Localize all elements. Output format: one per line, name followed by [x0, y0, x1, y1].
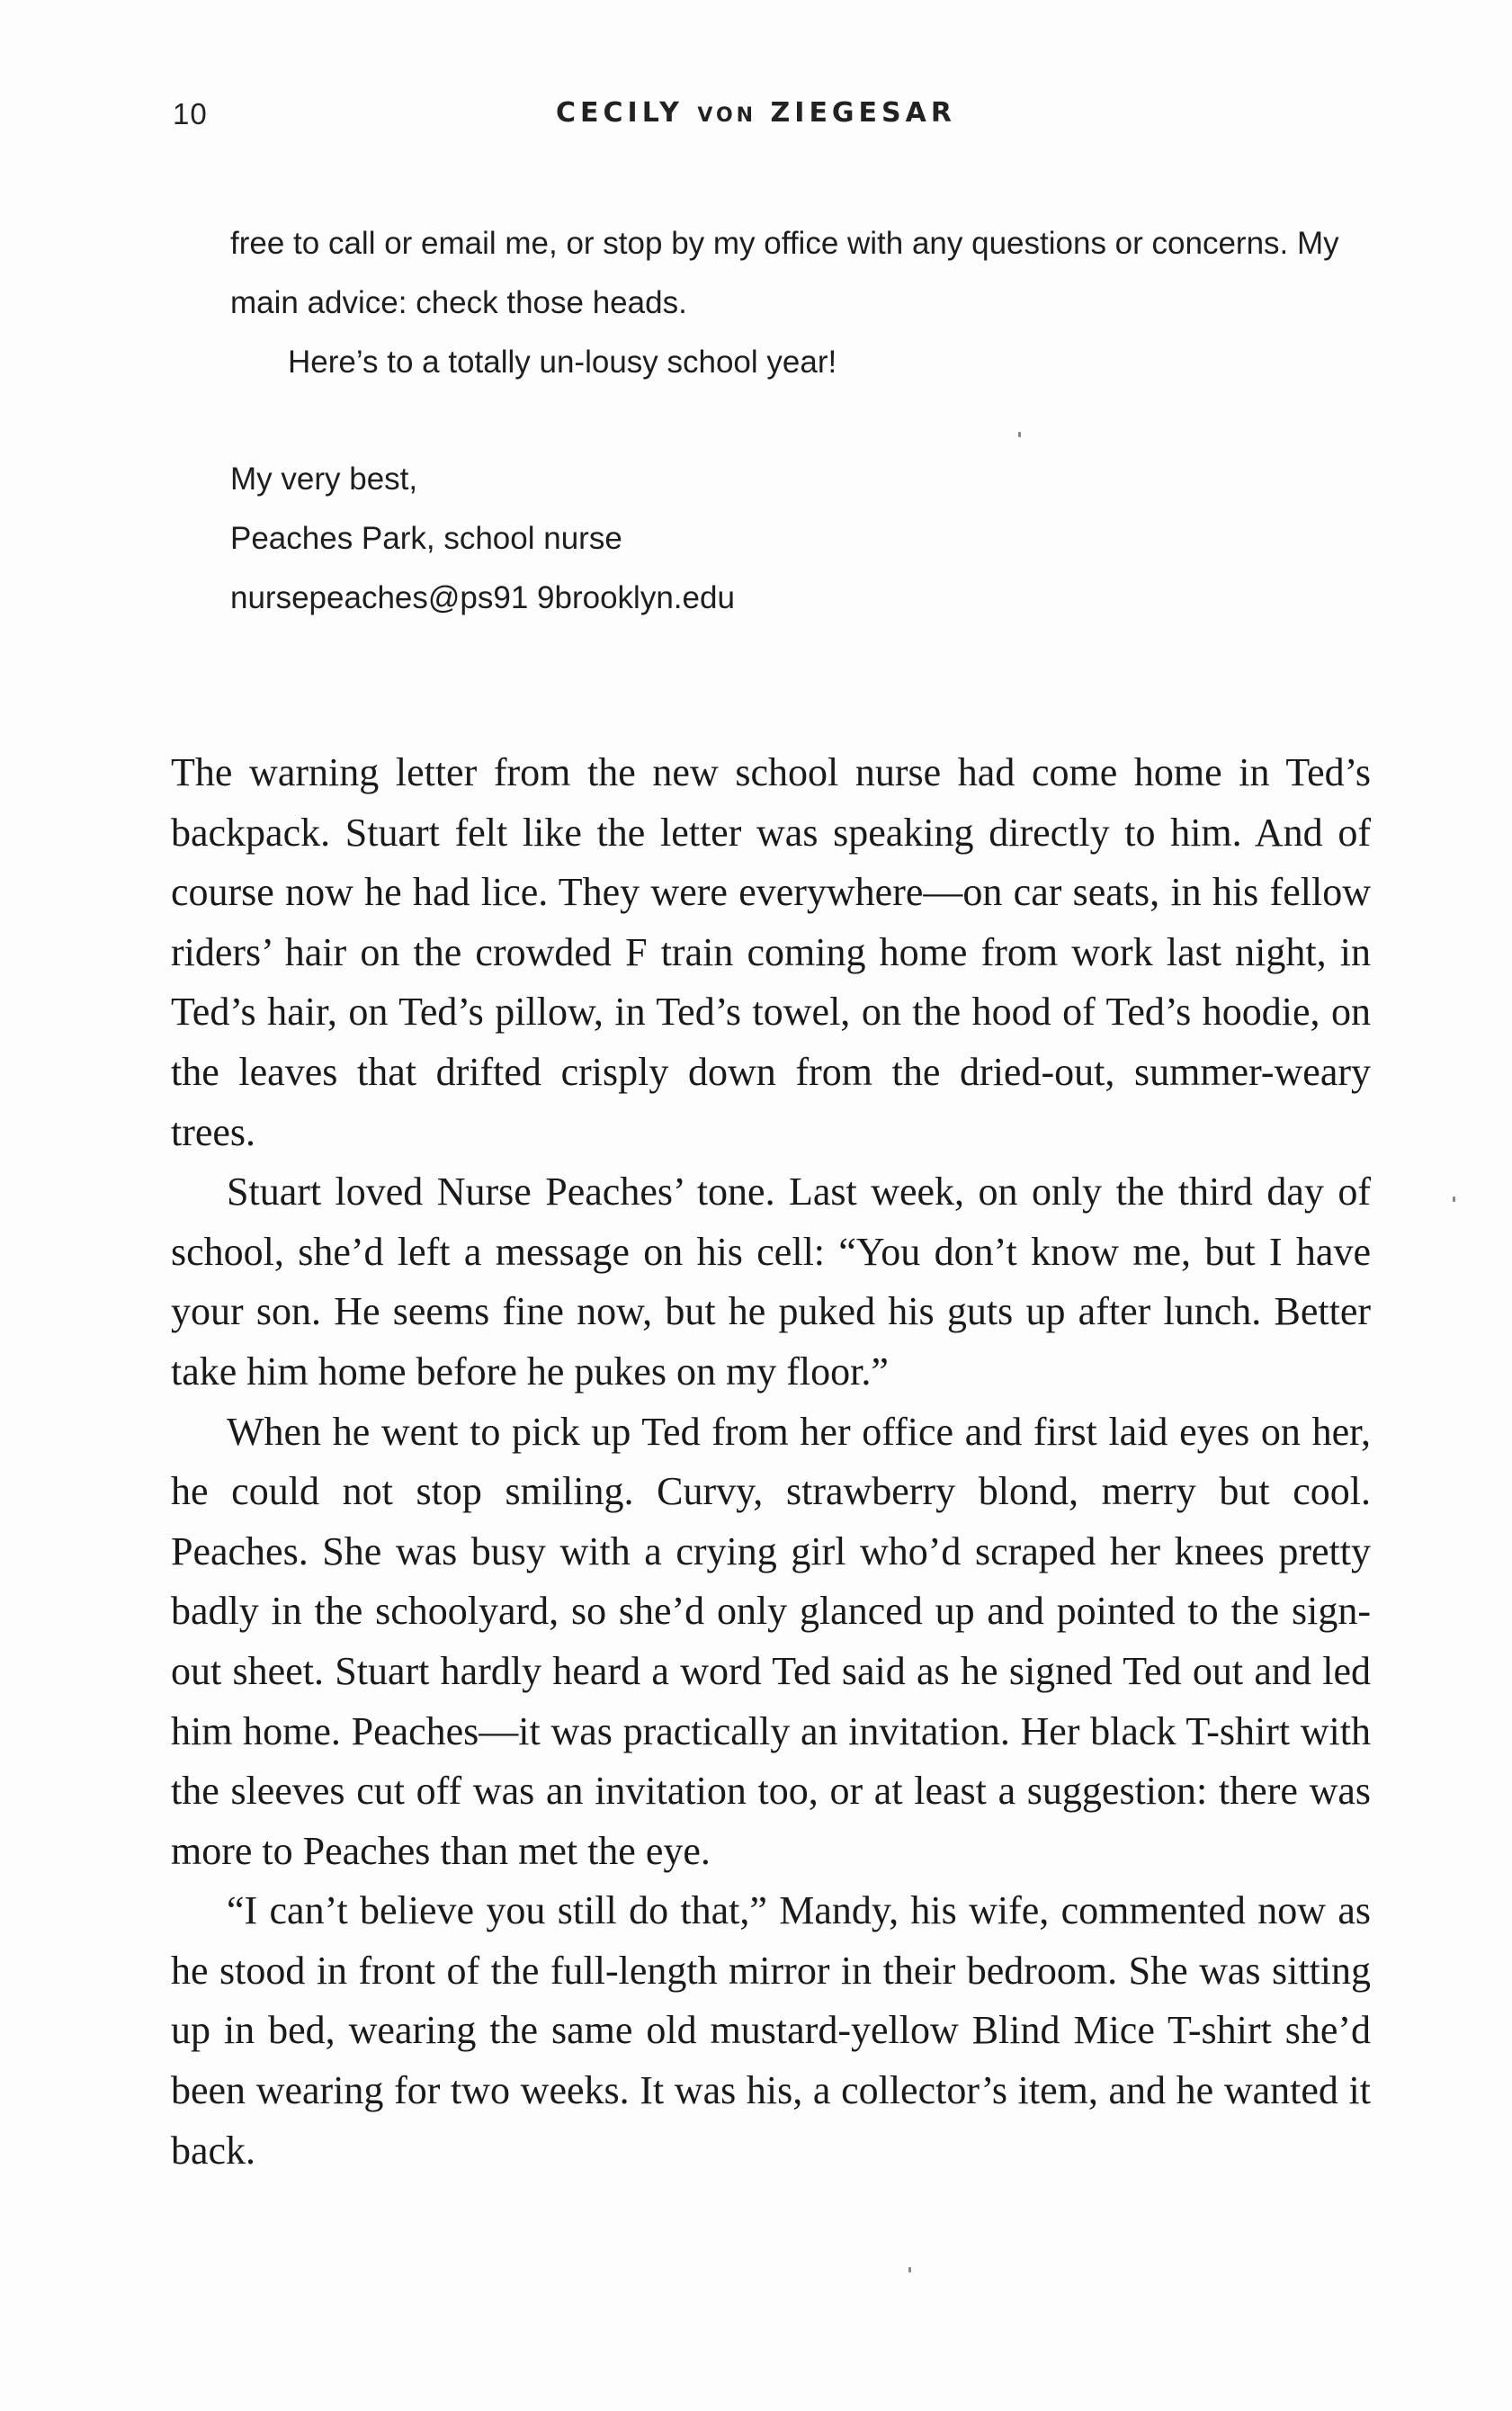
running-head-author-particle: VON	[697, 104, 757, 127]
letter-closing: My very best,	[230, 462, 418, 497]
narrative-paragraph: The warning letter from the new school nurse had come home in Ted’s backpack. Stuart felt like the letter was speaking directly to him. And of course now he had lice. They were everywhere—on car seats, in his fellow riders’ hair on the crowded F train coming home from work last night, in Ted’s hair, on Ted’s pillow, in Ted’s towel, on the hood of Ted’s hoodie, on the leaves that drifted crisply down from the dried-out, summer-weary trees.	[171, 750, 1371, 1154]
narrative-paragraph: “I can’t believe you still do that,” Mandy, his wife, commented now as he stood in front of the full-length mirror in their bedroom. She was sitting up in bed, wearing the same old mustard-yellow Blind Mice T-shirt she’d been wearing for two weeks. It was his, a collector’s item, and he wanted it back.	[171, 1888, 1371, 2173]
narrative-body	[171, 743, 1371, 2181]
letter-paragraph: free to call or email me, or stop by my office with any questions or concerns. My main advice: check those heads.	[230, 226, 1339, 320]
running-head-author-first: CECILY	[556, 97, 698, 129]
paper-speck	[908, 2267, 911, 2272]
letter-signature-name: Peaches Park, school nurse	[230, 521, 622, 556]
paper-speck	[1453, 1197, 1455, 1202]
paper-speck	[1018, 432, 1021, 437]
letter-paragraph: Here’s to a totally un-lousy school year!	[288, 345, 837, 380]
page-number: 10	[173, 97, 208, 130]
narrative-paragraph: Stuart loved Nurse Peaches’ tone. Last week, on only the third day of school, she’d left a message on his cell: “You don’t know me, but I have your son. He seems fine now, but he puked his guts up after lunch. Better take him home before he pukes on my floor.”	[171, 1170, 1371, 1394]
letter-signature-email: nursepeaches@ps91 9brooklyn.edu	[230, 580, 735, 615]
running-head	[0, 97, 1512, 129]
narrative-paragraph: When he went to pick up Ted from her office and first laid eyes on her, he could not stop smiling. Curvy, strawberry blond, merry but cool. Peaches. She was busy with a crying girl who’d scraped her knees pretty badly in the schoolyard, so she’d only glanced up and pointed to the sign-out sheet. Stuart hardly heard a word Ted said as he signed Ted out and led him home. Peaches—it was practically an invitation. Her black T-shirt with the sleeves cut off was an invitation too, or at least a suggestion: there was more to Peaches than met the eye.	[171, 1409, 1371, 1873]
page-header	[0, 97, 1512, 142]
nurse-letter	[230, 214, 1400, 628]
running-head-author-last: ZIEGESAR	[756, 97, 956, 129]
